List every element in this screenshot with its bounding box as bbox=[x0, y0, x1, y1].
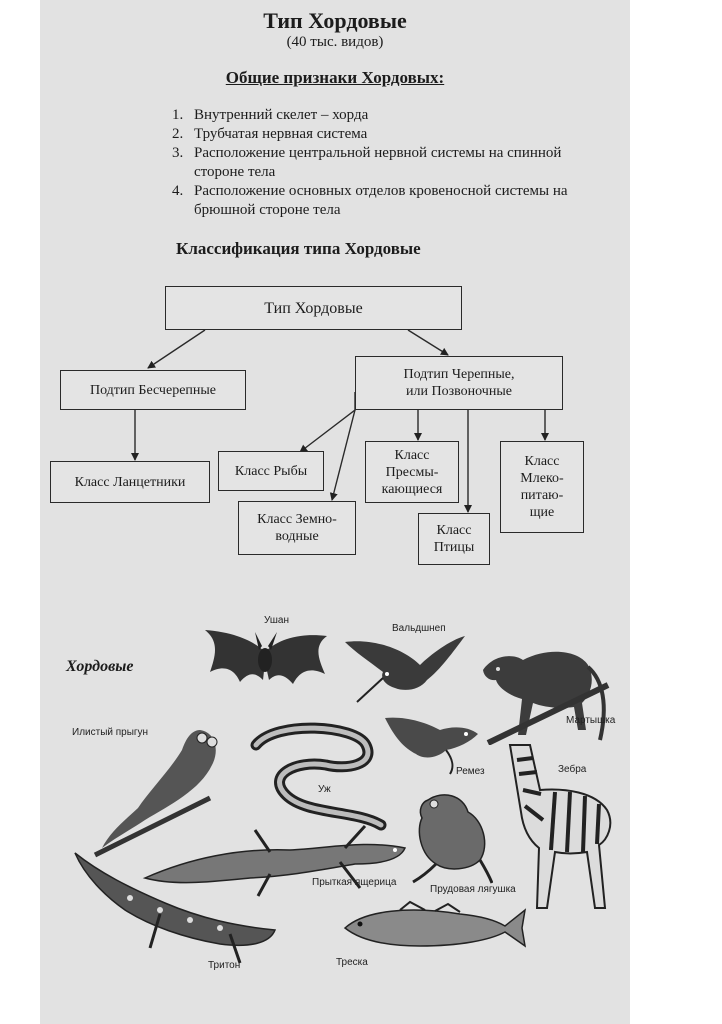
bat-illustration bbox=[195, 622, 335, 702]
animals-section-label: Хордовые bbox=[66, 658, 134, 675]
classification-heading: Классификация типа Хордовые bbox=[176, 239, 421, 258]
feature-item: 2. Трубчатая нервная система bbox=[172, 126, 368, 142]
node-subphylum-craniata: Подтип Черепные, или Позвоночные bbox=[355, 356, 563, 410]
label-grass-snake: Уж bbox=[318, 784, 331, 795]
features-list bbox=[172, 106, 612, 220]
label-mudskipper: Илистый прыгун bbox=[72, 727, 149, 738]
grass-snake-illustration bbox=[236, 715, 396, 835]
feature-item: 3. Расположение центральной нервной системы на спинной стороне тела bbox=[172, 145, 562, 180]
label-woodcock: Вальдшнеп bbox=[392, 623, 446, 634]
cod-illustration bbox=[340, 900, 530, 955]
node-class-birds: Класс Птицы bbox=[418, 513, 490, 565]
node-class-fish: Класс Рыбы bbox=[218, 451, 324, 491]
label-penduline-tit: Ремез bbox=[456, 766, 485, 777]
label-cod: Треска bbox=[336, 957, 368, 968]
node-phylum-chordata: Тип Хордовые bbox=[165, 286, 462, 330]
pond-frog-illustration bbox=[408, 790, 493, 885]
page-title: Тип Хордовые bbox=[263, 8, 407, 33]
label-newt: Тритон bbox=[208, 960, 241, 971]
node-class-lancelets: Класс Ланцетники bbox=[50, 461, 210, 503]
node-class-reptiles: Класс Пресмы- кающиеся bbox=[365, 441, 459, 503]
feature-item: 4. Расположение основных отделов кровеносной системы на брюшной стороне тела bbox=[172, 183, 568, 218]
features-heading: Общие признаки Хордовых: bbox=[225, 68, 445, 87]
monkey-illustration bbox=[478, 625, 616, 745]
node-subphylum-acrania: Подтип Бесчерепные bbox=[60, 370, 246, 410]
node-class-amphibians: Класс Земно- водные bbox=[238, 501, 356, 555]
label-lizard: Прыткая ящерица bbox=[312, 877, 397, 888]
species-count: (40 тыс. видов) bbox=[286, 34, 384, 50]
node-class-mammals: Класс Млеко- питаю- щие bbox=[500, 441, 584, 533]
woodcock-illustration bbox=[335, 630, 470, 705]
newt-illustration bbox=[70, 848, 285, 968]
feature-item: 1. Внутренний скелет – хорда bbox=[172, 107, 369, 123]
label-zebra: Зебра bbox=[558, 764, 587, 775]
label-monkey: Мартышка bbox=[566, 715, 616, 726]
label-pond-frog: Прудовая лягушка bbox=[430, 884, 516, 895]
label-bat: Ушан bbox=[264, 615, 290, 626]
